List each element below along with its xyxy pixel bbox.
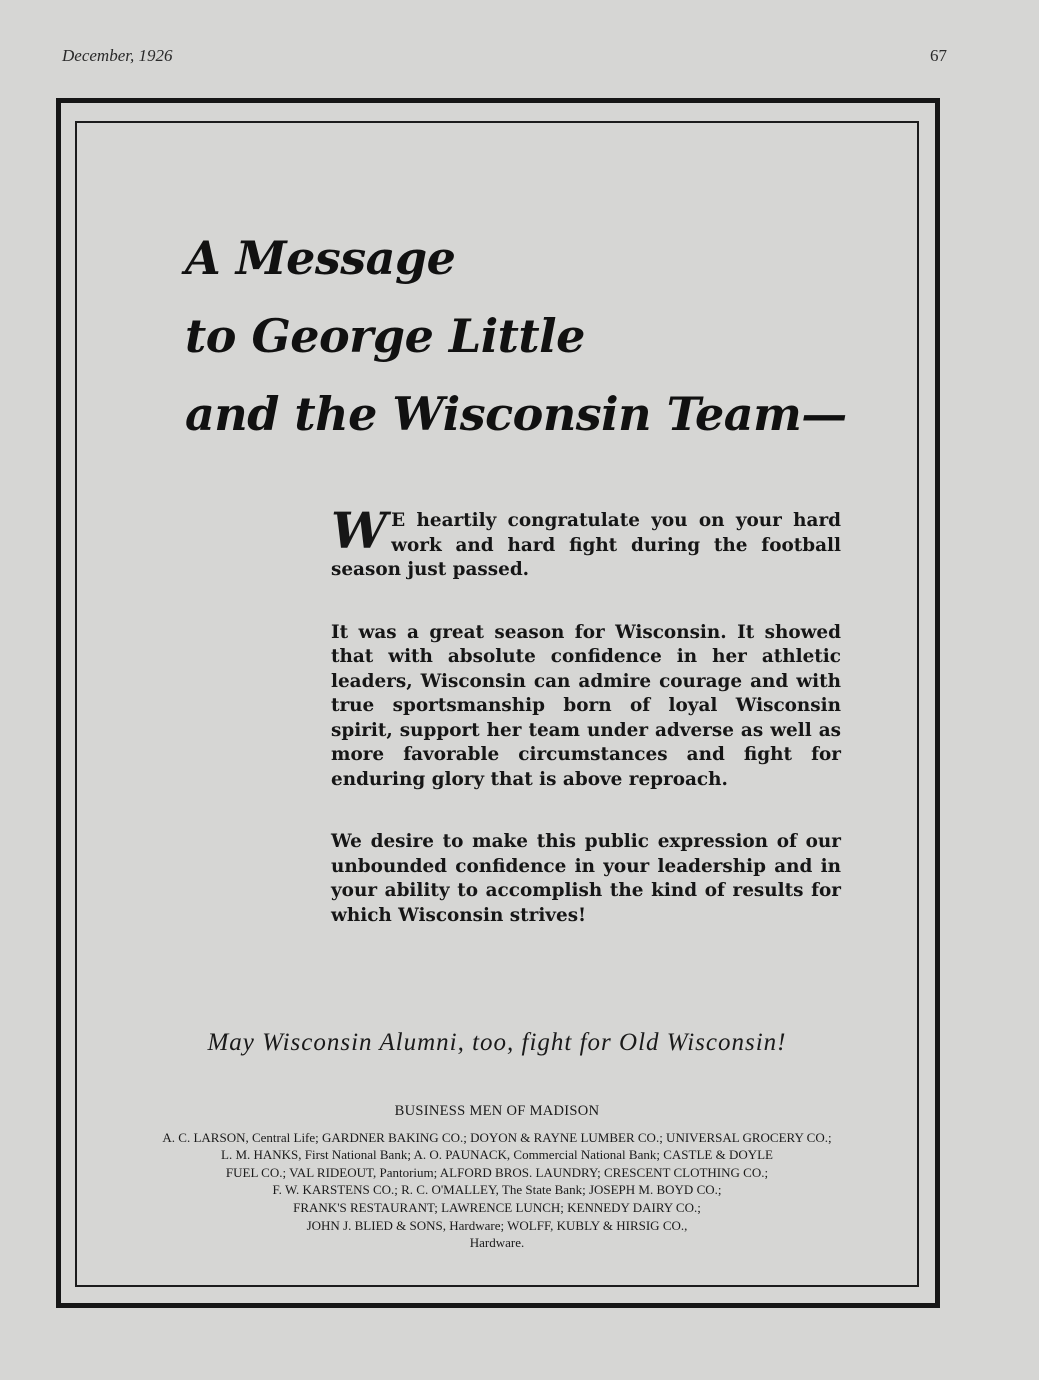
signers-line: Hardware. — [469, 1235, 525, 1251]
issue-date: December, 1926 — [62, 46, 173, 65]
paragraph-1-text: E heartily congratulate you on your hard work and hard fight during the football season just passed. — [331, 510, 841, 580]
headline-line-3: and the Wisconsin Team— — [185, 387, 847, 441]
headline-line-2: to George Little — [185, 309, 585, 363]
advertisement-border — [56, 98, 940, 1308]
signers-line: A. C. LARSON, Central Life; GARDNER BAKING CO.; DOYON & RAYNE LUMBER CO.; UNIVERSAL GROCERY CO.; — [162, 1129, 832, 1145]
signers-line: L. M. HANKS, First National Bank; A. O. PAUNACK, Commercial National Bank; CASTLE & DOYLE — [221, 1147, 773, 1163]
signers-line: FRANK'S RESTAURANT; LAWRENCE LUNCH; KENNEDY DAIRY CO.; — [293, 1199, 701, 1215]
signers-heading: BUSINESS MEN OF MADISON — [394, 1103, 600, 1119]
headline-line-1: A Message — [185, 231, 456, 285]
drop-cap: W — [331, 501, 388, 560]
paragraph-2: It was a great season for Wisconsin. It showed that with absolute confidence in her athletic leaders, Wisconsin can admire courage and with true sportsmanship born of loyal Wisconsin spirit, support her team under adverse as well as more favorable circumstances and fight for enduring glory that is above reproach. — [331, 621, 841, 790]
paragraph-1 — [331, 501, 841, 583]
signers-line: FUEL CO.; VAL RIDEOUT, Pantorium; ALFORD BROS. LAUNDRY; CRESCENT CLOTHING CO.; — [225, 1164, 769, 1180]
message-body — [331, 501, 841, 966]
advertisement-inner-border — [75, 121, 919, 1287]
paragraph-3: We desire to make this public expression of our unbounded confidence in your leadership and in your ability to accomplish the kind of results for which Wisconsin strives! — [331, 831, 841, 926]
headline — [185, 219, 847, 453]
running-head — [62, 46, 947, 66]
signers-line: JOHN J. BLIED & SONS, Hardware; WOLFF, KUBLY & HIRSIG CO., — [306, 1217, 688, 1233]
signers-line: F. W. KARSTENS CO.; R. C. O'MALLEY, The State Bank; JOSEPH M. BOYD CO.; — [272, 1182, 722, 1198]
page-number: 67 — [930, 46, 947, 65]
tagline: May Wisconsin Alumni, too, fight for Old Wisconsin! — [207, 1029, 787, 1056]
signers-block — [117, 1103, 877, 1252]
